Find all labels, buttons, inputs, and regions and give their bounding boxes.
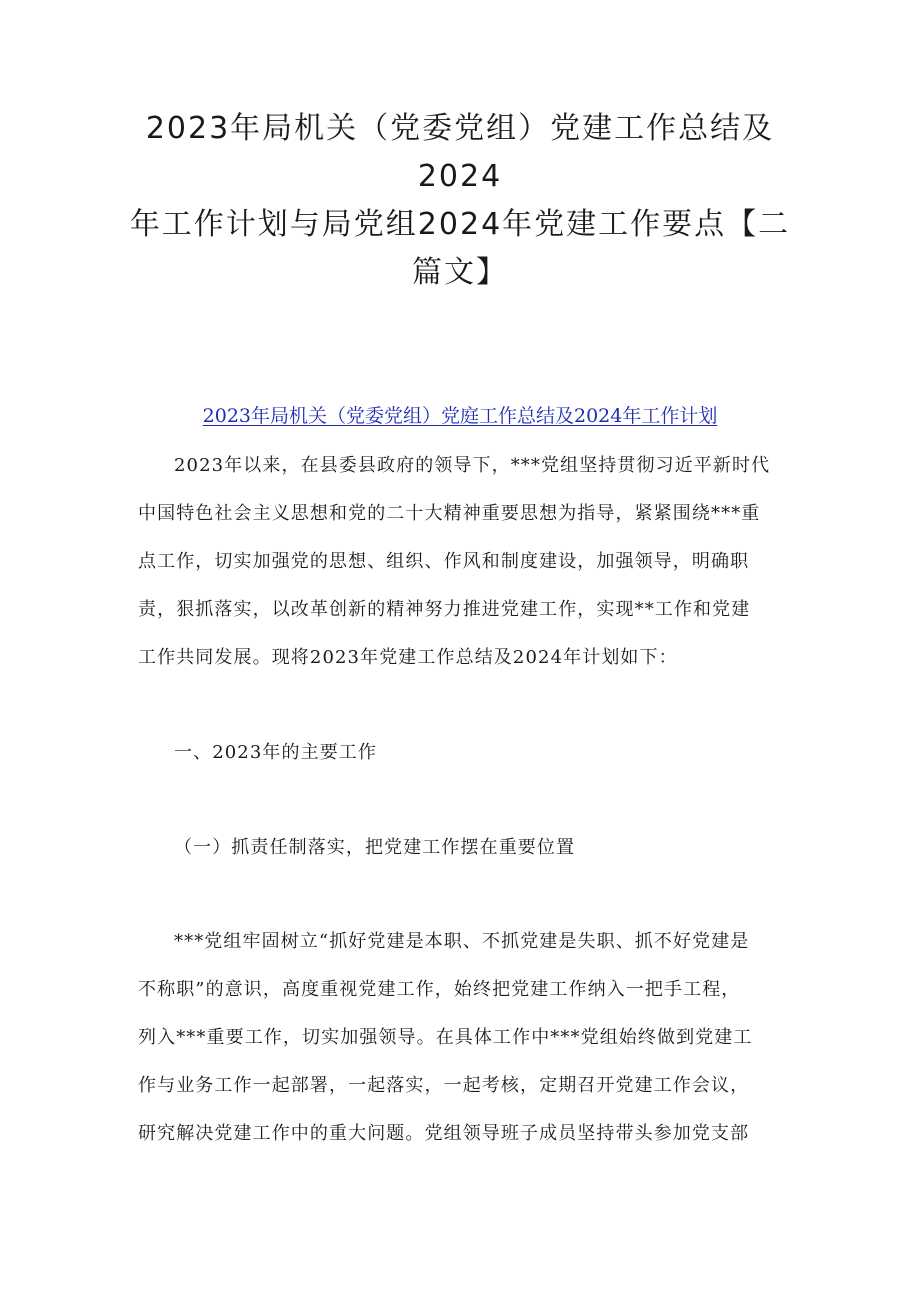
body-line-3: 列入***重要工作，切实加强领导。在具体工作中***党组始终做到党建工: [138, 1027, 753, 1048]
body-paragraph: [138, 918, 788, 1158]
intro-paragraph: [138, 442, 788, 682]
body-line-4: 作与业务工作一起部署，一起落实，一起考核，定期召开党建工作会议，: [138, 1075, 750, 1096]
title-line-1: 2023年局机关（党委党组）党建工作总结及: [145, 111, 775, 146]
title-line-4: 篇文】: [412, 255, 508, 290]
title-line-3: 年工作计划与局党组2024年党建工作要点【二: [129, 207, 791, 242]
section-heading: 一、2023年的主要工作: [174, 742, 378, 763]
body-line-2: 不称职”的意识，高度重视党建工作，始终把党建工作纳入一把手工程，: [138, 979, 741, 1000]
intro-line-3: 点工作，切实加强党的思想、组织、作风和制度建设，加强领导，明确职: [138, 551, 750, 572]
subtitle-link[interactable]: 2023年局机关（党委党组）党庭工作总结及2024年工作计划: [202, 405, 718, 427]
intro-line-1: 2023年以来，在县委县政府的领导下，***党组坚持贯彻习近平新时代: [174, 455, 771, 476]
document-title: [120, 105, 800, 297]
title-line-2: 2024: [417, 159, 503, 194]
body-line-1: ***党组牢固树立“抓好党建是本职、不抓党建是失职、抓不好党建是: [174, 931, 750, 952]
intro-line-2: 中国特色社会主义思想和党的二十大精神重要思想为指导，紧紧围绕***重: [138, 503, 761, 524]
subsection-heading: （一）抓责任制落实，把党建工作摆在重要位置: [174, 837, 576, 858]
intro-line-5: 工作共同发展。现将2023年党建工作总结及2024年计划如下：: [138, 647, 678, 668]
body-line-5: 研究解决党建工作中的重大问题。党组领导班子成员坚持带头参加党支部: [138, 1123, 750, 1144]
intro-line-4: 责，狠抓落实，以改革创新的精神努力推进党建工作，实现**工作和党建: [138, 599, 751, 620]
